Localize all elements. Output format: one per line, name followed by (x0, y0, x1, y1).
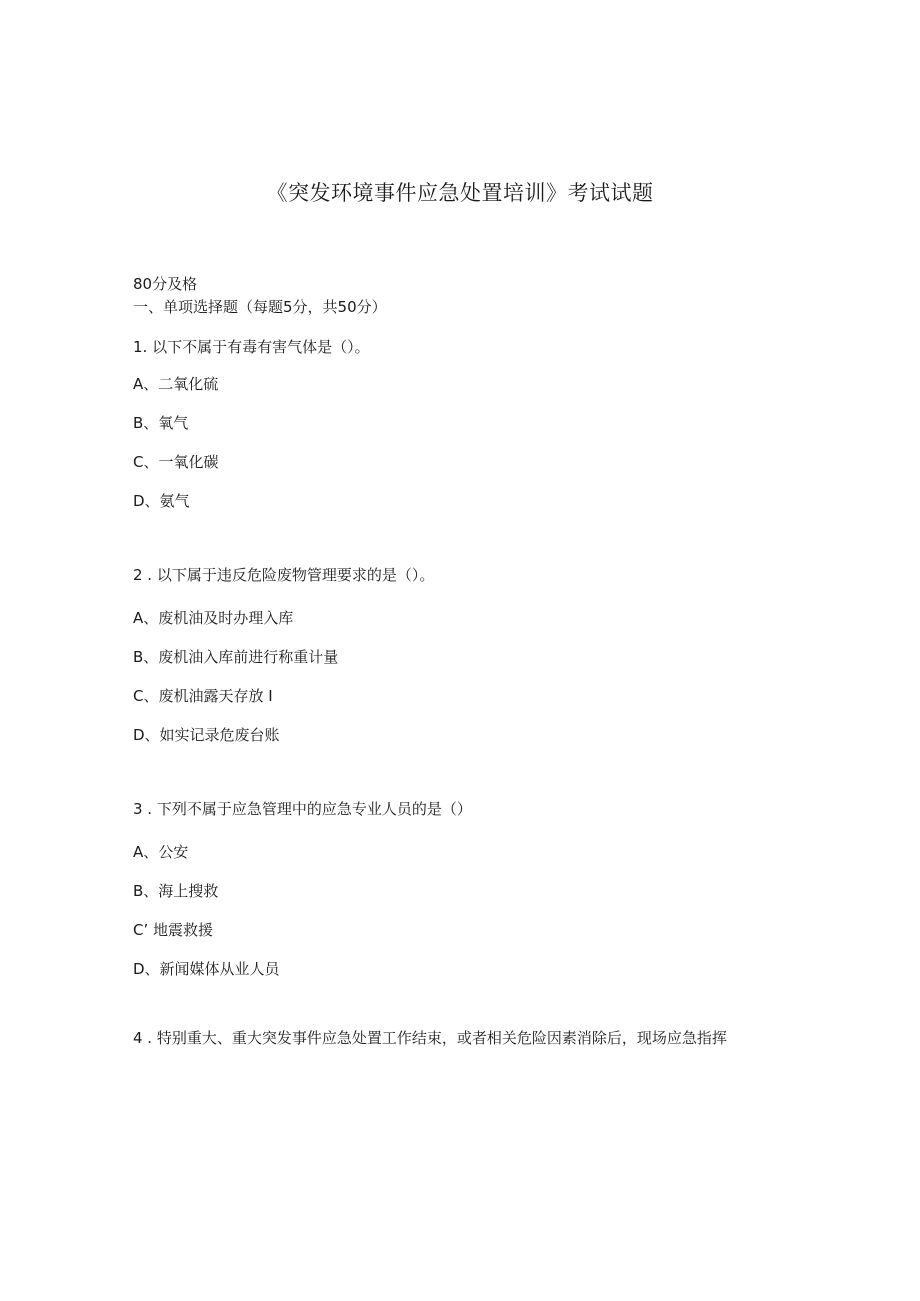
question-2-option-c: C、废机油露天存放 I (133, 687, 273, 705)
question-1-option-b: B、氧气 (133, 414, 189, 432)
question-2-option-d: D、如实记录危废台账 (133, 726, 280, 744)
question-2-stem: 2 . 以下属于违反危险废物管理要求的是（）。 (133, 566, 435, 584)
exam-title: 《突发环境事件应急处置培训》考试试题 (266, 181, 654, 205)
question-4-stem: 4 . 特别重大、重大突发事件应急处置工作结束，或者相关危险因素消除后，现场应急指挥 (133, 1029, 727, 1047)
question-1-option-d: D、氨气 (133, 492, 190, 510)
question-1-option-c: C、一氧化碳 (133, 453, 219, 471)
pass-score-note: 80分及格 (133, 275, 198, 293)
question-3-stem: 3 . 下列不属于应急管理中的应急专业人员的是（） (133, 800, 472, 818)
question-2-option-a: A、废机油及时办理入库 (133, 609, 294, 627)
question-3-option-a: A、公安 (133, 843, 189, 861)
question-1-stem: 1. 以下不属于有毒有害气体是（）。 (133, 338, 370, 356)
question-3-option-c: C’ 地震救援 (133, 921, 214, 939)
question-3-option-b: B、海上搜救 (133, 882, 219, 900)
question-1-option-a: A、二氧化硫 (133, 375, 219, 393)
section-heading: 一、单项选择题（每题5分，共50分） (133, 298, 387, 316)
question-2-option-b: B、废机油入库前进行称重计量 (133, 648, 339, 666)
question-3-option-d: D、新闻媒体从业人员 (133, 960, 280, 978)
